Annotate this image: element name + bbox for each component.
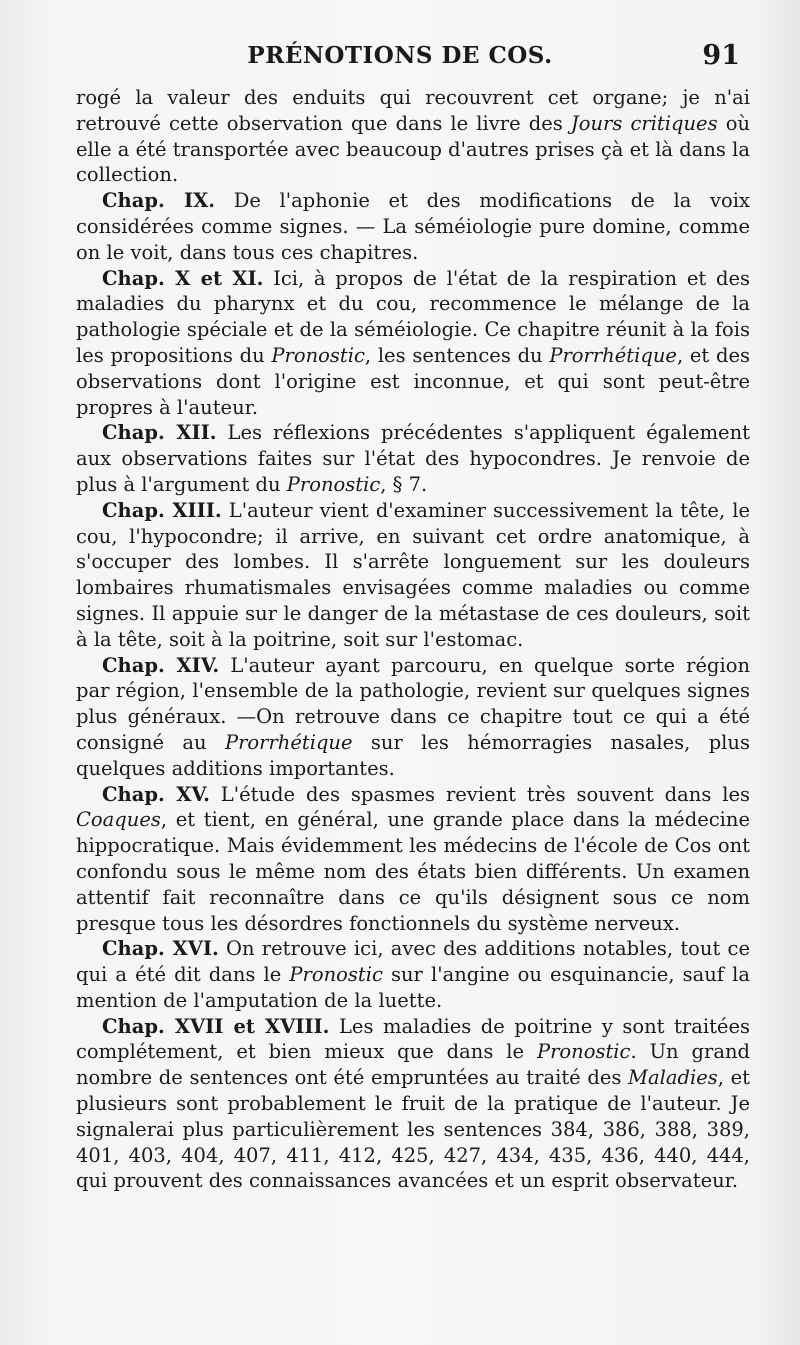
paragraph: [76, 782, 750, 937]
italic-title: Pronostic: [289, 963, 383, 987]
text-segment: rogé la valeur des enduits qui recouvrent cet organe; je n'ai retrouvé cette observation que dans le livre des: [76, 86, 750, 135]
body-text: [76, 85, 750, 1194]
text-segment: sur l'angine ou esquinancie, sauf la mention de l'amputation de la luette.: [76, 963, 750, 1012]
text-segment: Les maladies de poitrine y sont traitées complétement, et bien mieux que dans le: [76, 1014, 750, 1064]
text-segment: où elle a été transportée avec beaucoup d'autres prises çà et là dans la collection.: [76, 111, 751, 187]
paragraph: [76, 653, 750, 782]
italic-title: Pronostic: [536, 1040, 631, 1064]
page-number: 91: [702, 40, 740, 71]
chapter-label: Chap. IX.: [102, 189, 216, 213]
text-segment: L'auteur ayant parcouru, en quelque sorte région par région, l'ensemble de la pathologie, revient sur quelques signes plus généraux. —On retrouve dans ce chapitre tout ce qui a été consigné au: [76, 653, 751, 754]
italic-title: Coaques: [76, 808, 161, 832]
paragraph: [76, 420, 750, 497]
paragraph: [76, 85, 750, 188]
italic-title: Pronostic: [271, 343, 365, 367]
chapter-label: Chap. XVI.: [102, 937, 219, 961]
chapter-label: Chap. XV.: [102, 782, 210, 806]
chapter-label: Chap. XVII et XVIII.: [102, 1014, 330, 1038]
chapter-label: Chap. XIII.: [102, 498, 222, 522]
italic-title: Jours critiques: [570, 111, 718, 135]
text-segment: On retrouve ici, avec des additions notables, tout ce qui a été dit dans le: [76, 937, 750, 987]
text-segment: Les réflexions précédentes s'appliquent également aux observations faites sur l'état des hypocondres. Je renvoie de plus à l'argument du: [76, 421, 750, 496]
text-segment: De l'aphonie et des modifications de la voix considérées comme signes. — La séméiologie pure domine, comme on le voit, dans tous ces chapitres.: [76, 189, 750, 264]
text-segment: Ici, à propos de l'état de la respiration et des maladies du pharynx et du cou, recommence le mélange de la pathologie spéciale et de la séméiologie. Ce chapitre réunit à la fois les propositions du: [76, 266, 750, 367]
paragraph: [76, 498, 750, 653]
text-segment: , et des observations dont l'origine est inconnue, et qui sont peut-être propres à l'auteur.: [76, 343, 750, 419]
text-segment: , et plusieurs sont probablement le fruit de la pratique de l'auteur. Je signalerai plus particulièrement les sentences 384, 386, 388, 389, 401, 403, 404, 407, 411, 412, 425, 427, 434, 435, 436, 440, 444, qui prouvent des connaissances avancées et un esprit observateur.: [76, 1066, 750, 1193]
text-segment: L'étude des spasmes revient très souvent dans les: [209, 782, 751, 806]
chapter-label: Chap. X et XI.: [102, 266, 264, 290]
italic-title: Prorrhétique: [549, 343, 677, 367]
chapter-label: Chap. XIV.: [102, 653, 220, 677]
italic-title: Maladies: [628, 1066, 718, 1090]
italic-title: Prorrhétique: [224, 730, 353, 754]
text-segment: , et tient, en général, une grande place dans la médecine hippocratique. Mais évidemment les médecins de l'école de Cos ont confondu sous le même nom des états bien différents. Un examen attentif fait reconnaître dans ce qu'ils désignent sous ce nom presque tous les désordres fonctionnels du système nerveux.: [76, 808, 750, 935]
text-segment: . Un grand nombre de sentences ont été empruntées au traité des: [76, 1040, 750, 1090]
chapter-label: Chap. XII.: [102, 421, 217, 445]
paragraph: [76, 266, 750, 421]
paragraph: [76, 1014, 750, 1195]
text-segment: sur les hémorragies nasales, plus quelques additions importantes.: [76, 730, 750, 780]
running-title: PRÉNOTIONS DE COS.: [247, 42, 553, 69]
text-segment: , les sentences du: [364, 343, 550, 367]
paragraph: [76, 188, 750, 265]
italic-title: Pronostic: [286, 472, 381, 496]
paragraph: [76, 936, 750, 1013]
page-header: [0, 38, 800, 78]
text-segment: , § 7.: [380, 472, 428, 496]
text-segment: L'auteur vient d'examiner successivement la tête, le cou, l'hypocondre; il arrive, en suivant cet ordre anatomique, à s'occuper des lombes. Il s'arrête longuement sur les douleurs lombaires rhumatismales envisagées comme maladies ou comme signes. Il appuie sur le danger de la métastase de ces douleurs, soit à la tête, soit à la poitrine, soit sur l'estomac.: [76, 498, 750, 651]
